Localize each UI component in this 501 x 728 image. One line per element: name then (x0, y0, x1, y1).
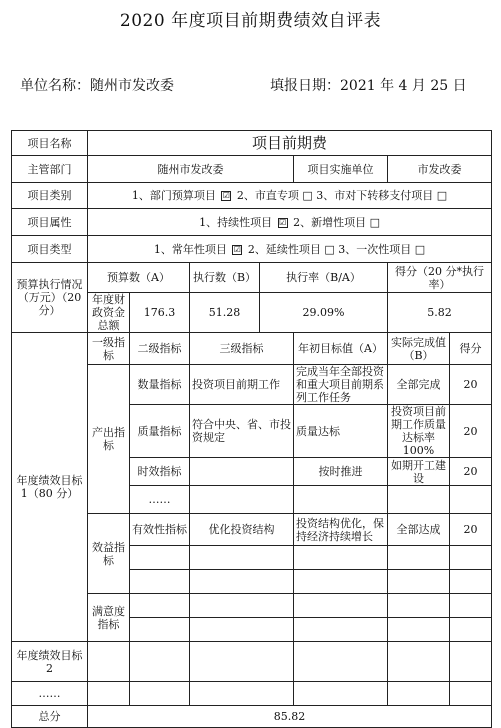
type-label: 项目类型 (12, 236, 88, 263)
score-cell (450, 486, 492, 514)
score-cell: 20 (450, 365, 492, 405)
type-opt-3: 3、一次性项目 (338, 242, 412, 256)
l3-cell: 优化投资结构 (190, 514, 294, 546)
evaluation-table (11, 130, 492, 728)
l3-cell (190, 458, 294, 486)
attribute-options (88, 209, 492, 236)
l3-header: 三级指标 (190, 333, 294, 365)
unit-name: 单位名称：随州市发改委 (20, 78, 174, 94)
category-opt-1: 1、部门预算项目 (131, 189, 216, 202)
impl-unit-label: 项目实施单位 (294, 156, 388, 183)
satisfaction-indicator-label: 满意度指标 (88, 594, 130, 642)
budget-header: 预算数（A） (88, 263, 190, 293)
checkbox-checked-icon[interactable]: ☑ (278, 217, 287, 227)
benefit-indicator-label: 效益指标 (88, 514, 130, 594)
score-cell: 20 (450, 514, 492, 546)
budget-score-value: 5.82 (388, 293, 492, 333)
output-indicator-label: 产出指标 (88, 365, 130, 514)
target-cell: 完成当年全部投资和重大项目前期系列工作任务 (294, 365, 388, 405)
exec-value: 51.28 (190, 293, 260, 333)
target-cell: 质量达标 (294, 405, 388, 458)
actual-cell: 投资项目前期工作质量达标率 100% (388, 405, 450, 458)
actual-header: 实际完成值（B） (388, 333, 450, 365)
actual-cell: 全部完成 (388, 365, 450, 405)
project-name-value: 项目前期费 (88, 131, 492, 156)
l2-cell: 时效指标 (130, 458, 190, 486)
l3-cell (190, 486, 294, 514)
l1-header: 一级指标 (88, 333, 130, 365)
checkbox-checked-icon[interactable]: ☑ (233, 244, 241, 254)
checkbox-empty-icon[interactable]: □ (302, 189, 313, 202)
actual-cell (388, 486, 450, 514)
l2-header: 二级指标 (130, 333, 190, 365)
annual-fund-label: 年度财政资金总额 (88, 293, 130, 333)
type-options (88, 236, 492, 263)
category-opt-2: 2、市直专项 (236, 189, 299, 202)
score-cell: 20 (450, 405, 492, 458)
l3-cell: 符合中央、省、市投资规定 (190, 405, 294, 458)
category-label: 项目类别 (12, 183, 88, 209)
type-opt-2: 2、延续性项目 (247, 242, 321, 256)
rate-value: 29.09% (260, 293, 388, 333)
l2-cell: 质量指标 (130, 405, 190, 458)
checkbox-empty-icon[interactable]: □ (414, 242, 426, 256)
score-cell: 20 (450, 458, 492, 486)
l2-cell: …… (130, 486, 190, 514)
dept-label: 主管部门 (12, 156, 88, 183)
target-cell: 按时推进 (294, 458, 388, 486)
category-opt-3: 3、市对下转移支付项目 (316, 189, 434, 202)
score-header: 得分 (450, 333, 492, 365)
exec-header: 执行数（B） (190, 263, 260, 293)
impl-unit-value: 市发改委 (388, 156, 492, 183)
page-title: 2020 年度项目前期费绩效自评表 (119, 11, 382, 31)
actual-cell: 全部达成 (388, 514, 450, 546)
attribute-opt-1: 1、持续性项目 (199, 215, 273, 229)
target-cell (294, 486, 388, 514)
checkbox-empty-icon[interactable]: □ (369, 215, 380, 229)
perf-goal-1-label: 年度绩效目标 1（80 分） (12, 333, 88, 642)
budget-score-header: 得分（20 分*执行率） (388, 263, 492, 293)
ellipsis-label: …… (12, 682, 88, 706)
budget-value: 176.3 (130, 293, 190, 333)
checkbox-checked-icon[interactable]: ☑ (222, 191, 230, 200)
actual-cell: 如期开工建设 (388, 458, 450, 486)
l2-cell: 有效性指标 (130, 514, 190, 546)
category-options (88, 183, 492, 209)
l2-cell: 数量指标 (130, 365, 190, 405)
perf-goal-2-label: 年度绩效目标 2 (12, 642, 88, 682)
budget-label: 预算执行情况（万元）（20 分） (12, 263, 88, 333)
target-header: 年初目标值（A） (294, 333, 388, 365)
dept-value: 随州市发改委 (88, 156, 294, 183)
rate-header: 执行率（B/A） (260, 263, 388, 293)
type-opt-1: 1、常年性项目 (153, 242, 227, 256)
l3-cell: 投资项目前期工作 (190, 365, 294, 405)
total-label: 总分 (12, 706, 88, 728)
checkbox-empty-icon[interactable]: □ (324, 242, 335, 256)
project-name-label: 项目名称 (12, 131, 88, 156)
report-date: 填报日期：2021 年 4 月 25 日 (270, 78, 467, 94)
target-cell: 投资结构优化，保持经济持续增长 (294, 514, 388, 546)
checkbox-empty-icon[interactable]: □ (436, 189, 448, 202)
attribute-opt-2: 2、新增性项目 (293, 215, 367, 229)
total-value: 85.82 (88, 706, 492, 728)
attribute-label: 项目属性 (12, 209, 88, 236)
